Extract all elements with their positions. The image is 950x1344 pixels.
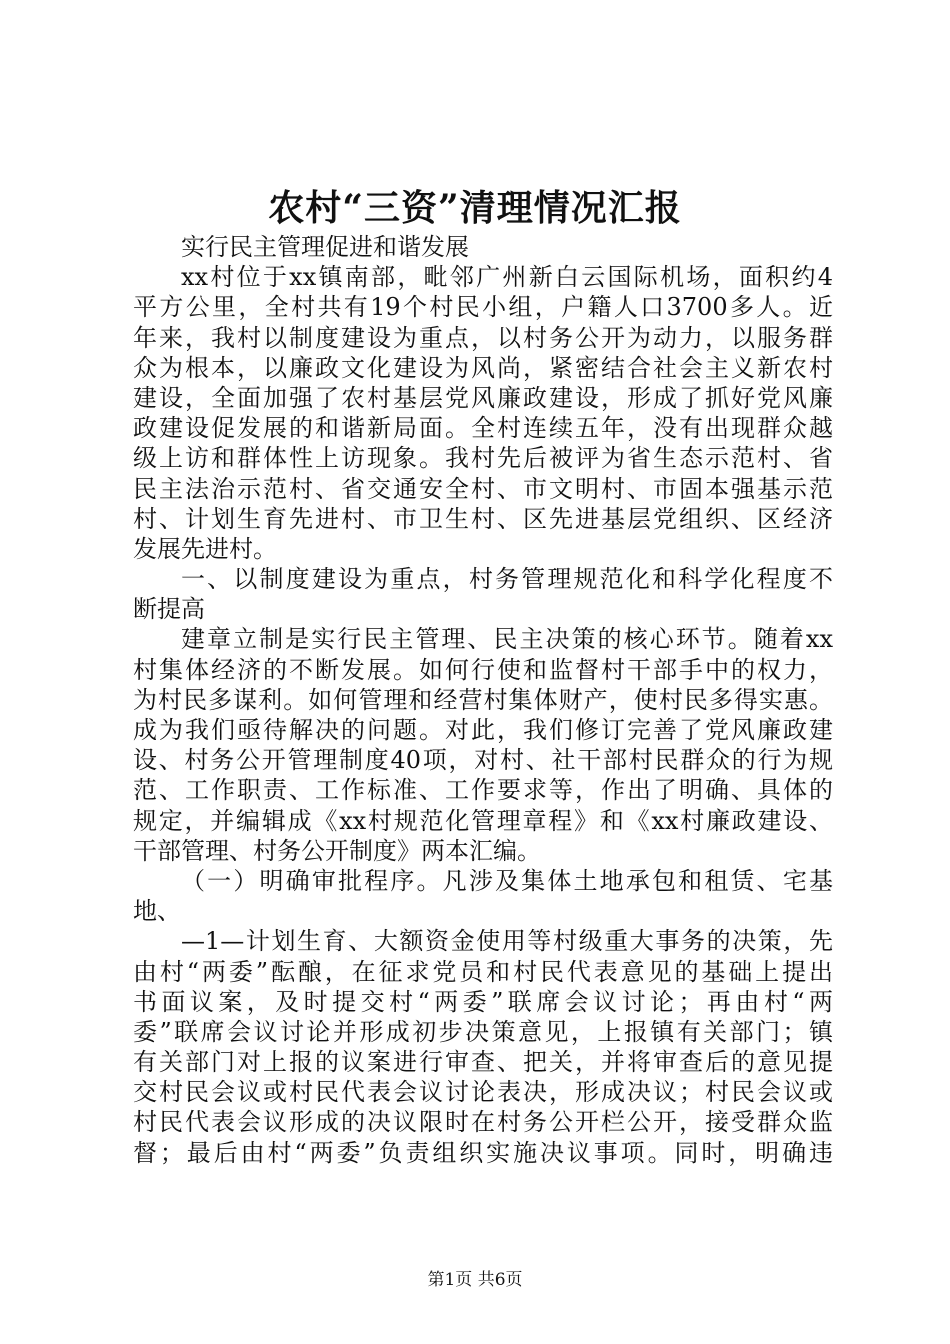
body-line: 建章立制是实行民主管理、民主决策的核心环节。随着xx (181, 625, 833, 654)
body-line: 实行民主管理促进和谐发展 (181, 233, 469, 261)
body-line: 规定，并编辑成《xx村规范化管理章程》和《xx村廉政建设、 (133, 806, 833, 835)
body-line: 断提高 (133, 595, 205, 624)
page-footer: 第1页 共6页 (427, 1270, 523, 1290)
body-line: 年来，我村以制度建设为重点，以村务公开为动力，以服务群 (133, 323, 833, 352)
body-line: 委”联席会议讨论并形成初步决策意见，上报镇有关部门；镇 (133, 1017, 833, 1046)
body-line: 书面议案，及时提交村“两委”联席会议讨论；再由村“两 (133, 987, 833, 1016)
body-line: 交村民会议或村民代表会议讨论表决，形成决议；村民会议或 (133, 1078, 833, 1107)
body-line: 政建设促发展的和谐新局面。全村连续五年，没有出现群众越 (133, 414, 833, 443)
body-line: 地、 (133, 897, 181, 926)
body-line: 级上访和群体性上访现象。我村先后被评为省生态示范村、省 (133, 444, 833, 473)
body-line: 有关部门对上报的议案进行审查、把关，并将审查后的意见提 (133, 1048, 833, 1077)
body-line: 村集体经济的不断发展。如何行使和监督村干部手中的权力， (133, 655, 833, 684)
body-line: 村、计划生育先进村、市卫生村、区先进基层党组织、区经济 (133, 504, 833, 533)
document-title: 农村“三资”清理情况汇报 (268, 187, 682, 229)
body-line: 由村“两委”酝酿，在征求党员和村民代表意见的基础上提出 (133, 957, 833, 986)
body-line: 众为根本，以廉政文化建设为风尚，紧密结合社会主义新农村 (133, 353, 833, 382)
body-line: 平方公里，全村共有19个村民小组，户籍人口3700多人。近 (133, 293, 833, 322)
body-line: 村民代表会议形成的决议限时在村务公开栏公开，接受群众监 (133, 1108, 833, 1137)
body-line: 设、村务公开管理制度40项，对村、社干部村民群众的行为规 (133, 746, 833, 775)
body-line: —1—计划生育、大额资金使用等村级重大事务的决策，先 (181, 927, 833, 956)
document-body (133, 232, 833, 1168)
body-line: xx村位于xx镇南部，毗邻广州新白云国际机场，面积约4 (181, 263, 833, 292)
body-line: 建设，全面加强了农村基层党风廉政建设，形成了抓好党风廉 (133, 383, 833, 412)
body-line: 范、工作职责、工作标准、工作要求等，作出了明确、具体的 (133, 776, 833, 805)
body-line: 督；最后由村“两委”负责组织实施决议事项。同时，明确违 (133, 1138, 833, 1167)
body-line: 干部管理、村务公开制度》两本汇编。 (133, 836, 541, 865)
body-line: 成为我们亟待解决的问题。对此，我们修订完善了党风廉政建 (133, 716, 833, 744)
body-line: 发展先进村。 (133, 534, 277, 563)
body-line: （一）明确审批程序。凡涉及集体土地承包和租赁、宅基 (181, 866, 833, 895)
body-line: 一、以制度建设为重点，村务管理规范化和科学化程度不 (181, 565, 833, 594)
body-line: 为村民多谋利。如何管理和经营村集体财产，使村民多得实惠。 (133, 685, 833, 714)
body-line: 民主法治示范村、省交通安全村、市文明村、市固本强基示范 (133, 474, 833, 503)
